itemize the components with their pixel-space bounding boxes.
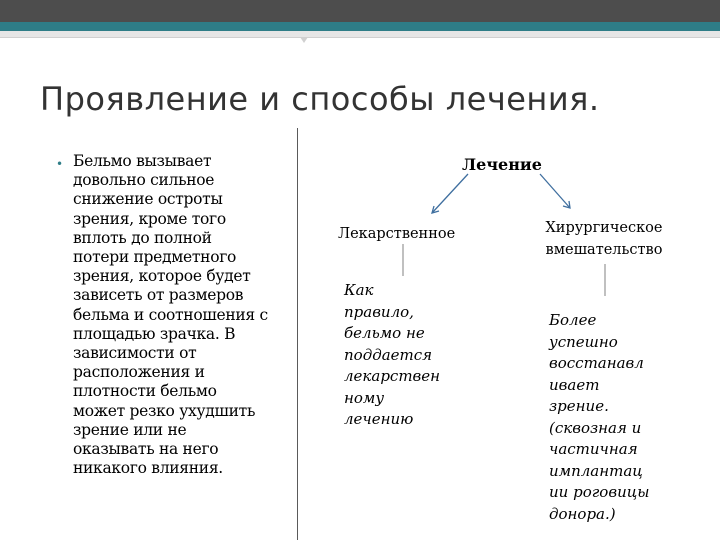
bullet-line: может резко ухудшить	[73, 401, 256, 420]
branch-surgery-line: вмешательство	[545, 242, 663, 258]
bullet-line: довольно сильное	[73, 171, 215, 190]
note-line: лекарствен	[344, 367, 441, 385]
bullet-line: зрение или не	[73, 420, 187, 439]
slide-title: Проявление и способы лечения.	[40, 80, 600, 118]
surgery-note	[549, 310, 649, 525]
note-line: ивает	[549, 375, 600, 394]
note-line: ному	[344, 388, 385, 407]
bullet-line: оказывать на него	[73, 440, 219, 459]
bullet-icon: •	[56, 157, 64, 171]
note-line: ии роговицы	[549, 483, 650, 501]
connector-root-right	[540, 174, 570, 208]
bullet-line: зависеть от размеров	[73, 286, 244, 305]
medication-note	[344, 280, 440, 431]
note-line: Более	[549, 311, 597, 329]
diagram-root: Лечение	[462, 155, 542, 174]
branch-surgery-line: Хирургическое	[545, 220, 663, 236]
bullet-line: никакого влияния.	[73, 459, 223, 478]
note-line: правило,	[344, 302, 414, 321]
note-line: восстанавл	[549, 354, 644, 372]
note-line: (сквозная и	[549, 418, 642, 437]
bullet-line: потери предметного	[73, 248, 237, 267]
note-line: донора.)	[549, 504, 616, 523]
note-line: имплантац	[549, 461, 643, 480]
bullet-line: зависимости от	[73, 344, 197, 363]
branch-surgery	[534, 217, 674, 261]
connector-root-left	[432, 174, 468, 213]
bullet-line: вплоть до полной	[73, 228, 212, 247]
bullet-line: расположения и	[73, 363, 205, 382]
note-line: Как	[344, 281, 374, 299]
bullet-line: площадью зрачка. В	[73, 324, 236, 343]
note-line: бельмо не	[344, 324, 425, 342]
bullet-line: Бельмо вызывает	[73, 152, 212, 170]
bullet-line: плотности бельмо	[73, 382, 217, 401]
note-line: зрение.	[549, 397, 609, 415]
note-line: частичная	[549, 440, 638, 458]
branch-medication: Лекарственное	[338, 226, 456, 242]
bullet-line: зрения, которое будет	[73, 267, 251, 286]
bullet-line: зрения, кроме того	[73, 209, 226, 228]
note-line: лечению	[344, 410, 414, 428]
bullet-line: бельма и соотношения с	[73, 305, 268, 324]
note-line: успешно	[549, 332, 618, 351]
note-line: поддается	[344, 345, 433, 364]
bullet-line: снижение остроты	[73, 190, 223, 209]
